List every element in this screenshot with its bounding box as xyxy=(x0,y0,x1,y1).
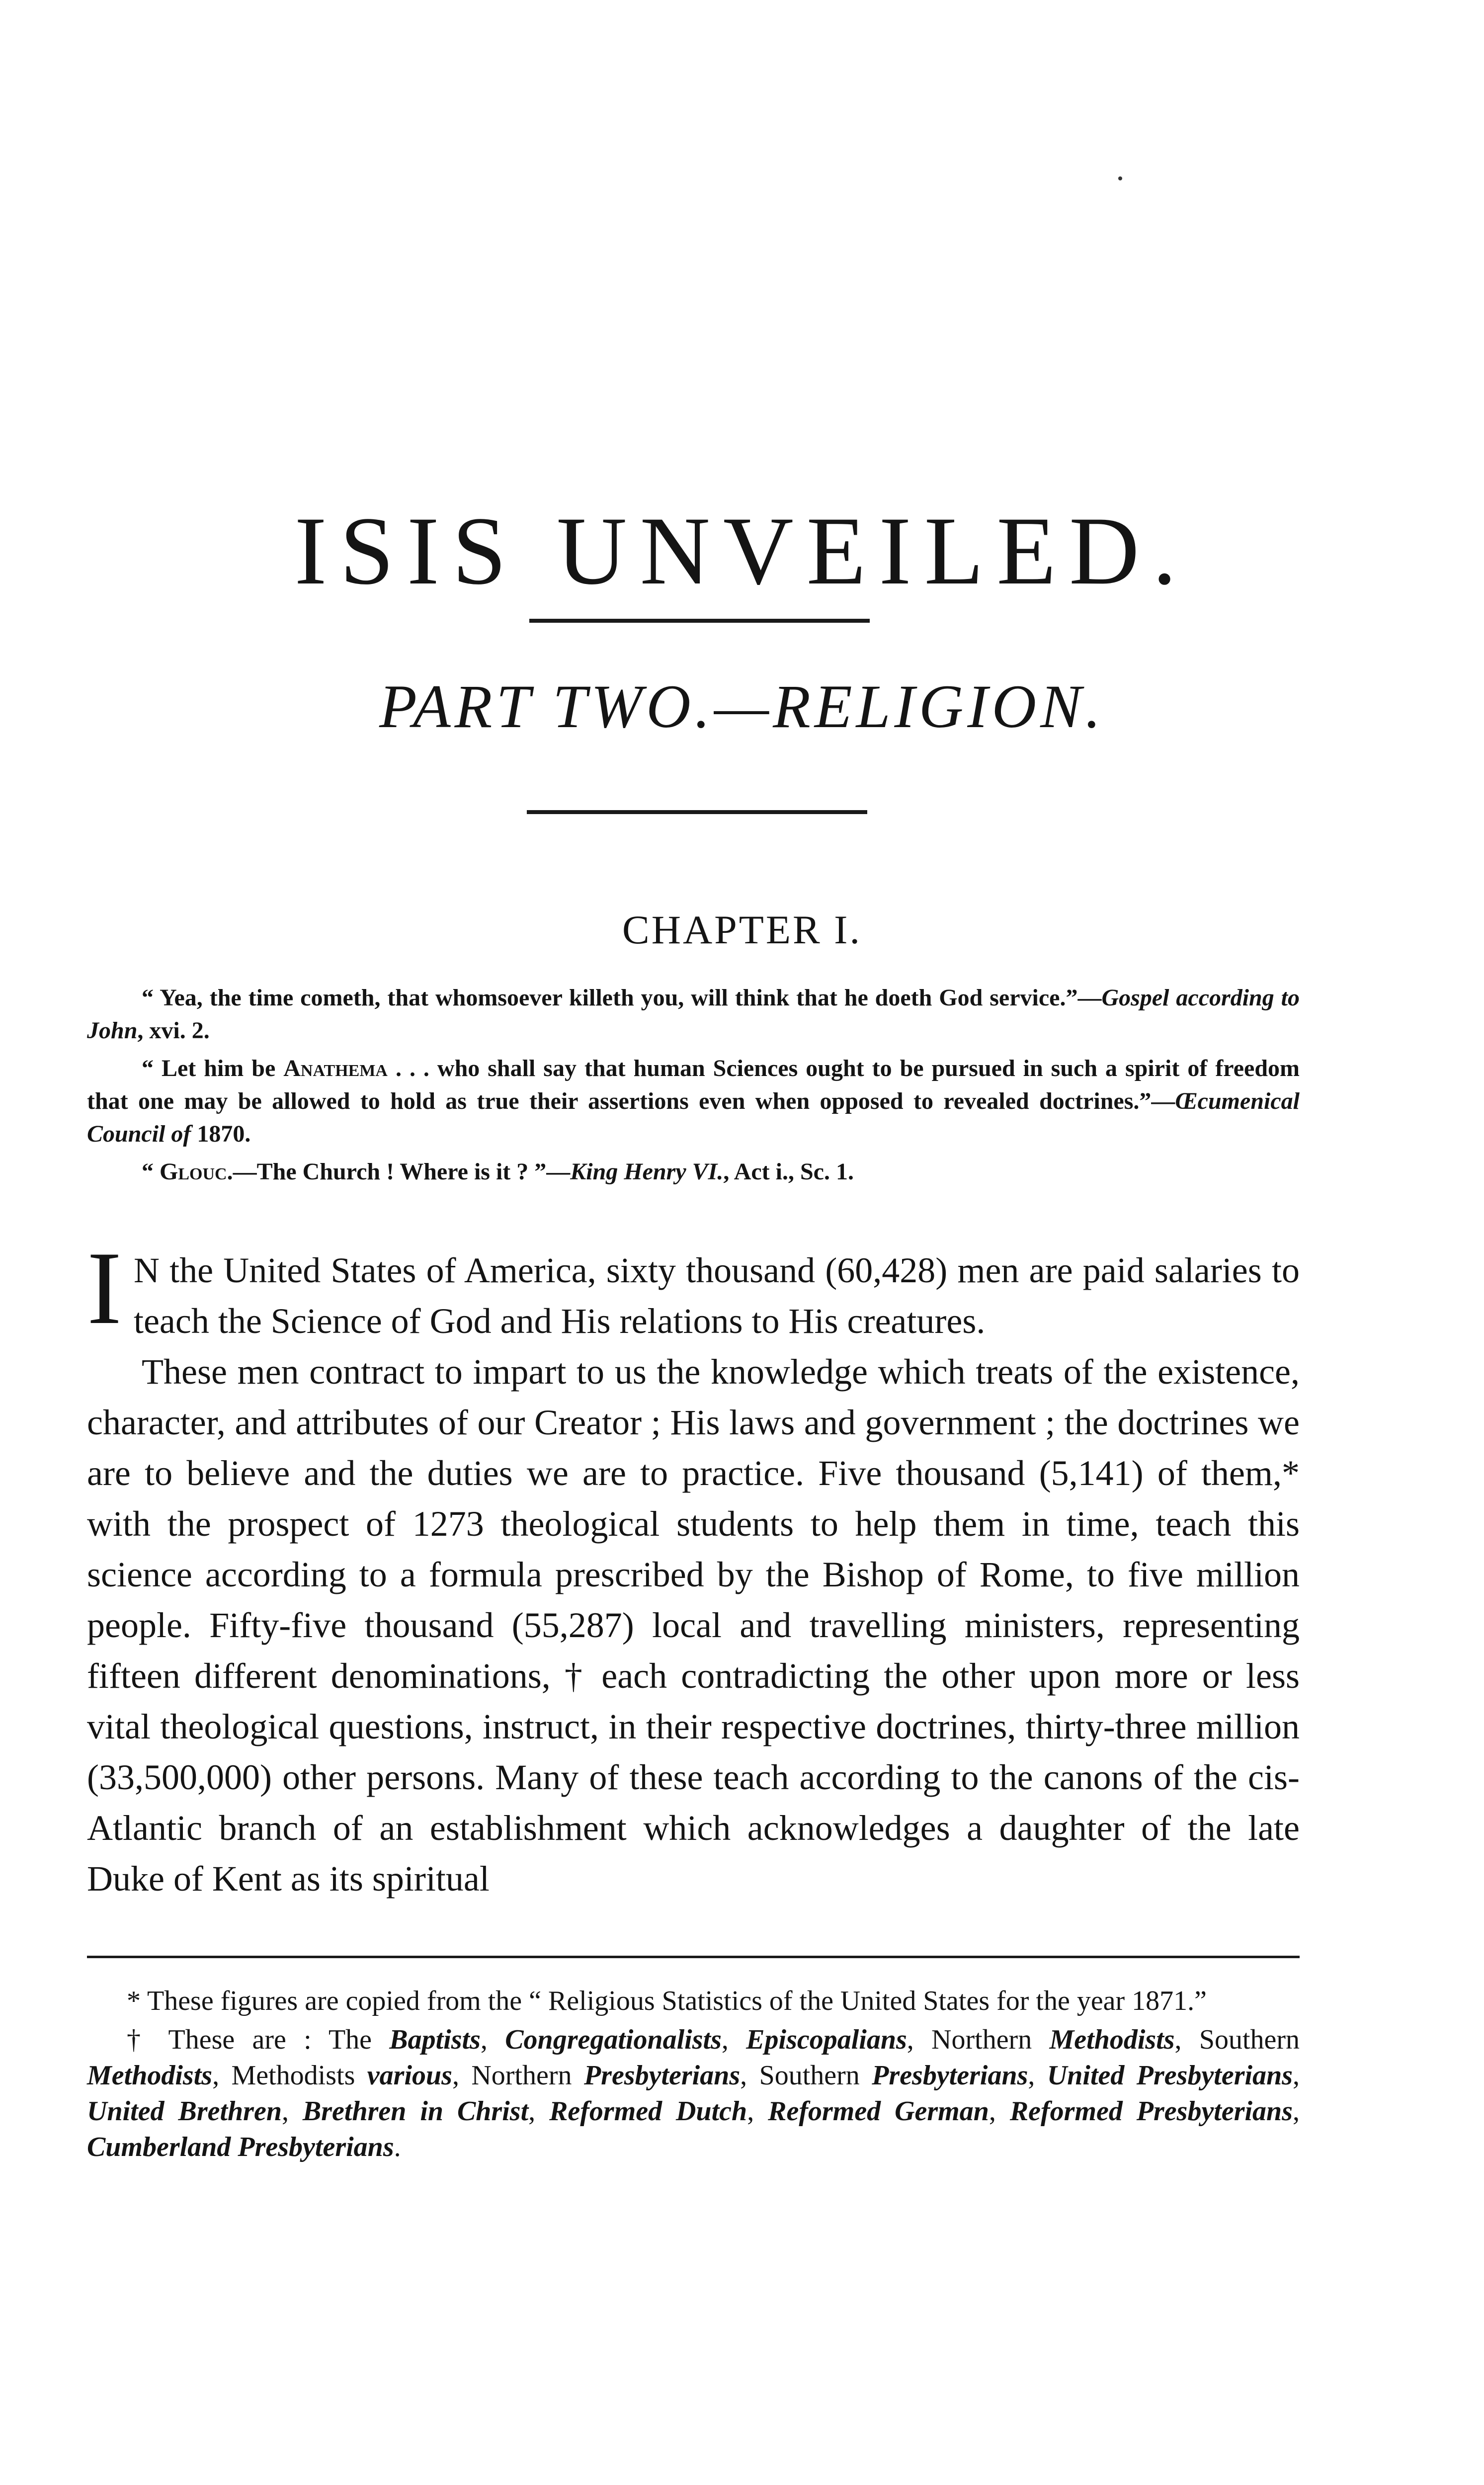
title-rule-bottom xyxy=(527,810,867,814)
epigraph-source: King Henry VI. xyxy=(570,1159,724,1185)
epigraph-reference: 1870. xyxy=(191,1121,251,1147)
chapter-heading: CHAPTER I. xyxy=(622,907,862,952)
footnote-rule xyxy=(87,1956,1300,1958)
denomination-name: Brethren in Christ xyxy=(302,2096,529,2127)
separator-text: , Southern xyxy=(1174,2024,1300,2055)
epigraph-source: Œcumenical Council of xyxy=(87,1088,1300,1147)
denomination-name: Episcopalians xyxy=(746,2024,907,2055)
footnotes xyxy=(87,1983,1300,2168)
footnote-lead: † These are : The xyxy=(127,2024,390,2055)
separator-text: , Northern xyxy=(452,2060,584,2091)
epigraphs xyxy=(87,982,1300,1193)
separator-text: , xyxy=(480,2024,505,2055)
epigraph-henry-vi xyxy=(87,1156,1300,1188)
epigraph-text: . . . who shall say that human Sciences ought to be pursued in such a spirit of freedom that one may be allowed to hold as true their assertions even when opposed to revealed doctrines.”— xyxy=(87,1055,1300,1114)
separator-text: , xyxy=(281,2096,303,2127)
footnote-2 xyxy=(87,2022,1300,2165)
separator-text: , xyxy=(747,2096,768,2127)
separator-text: , xyxy=(528,2096,550,2127)
separator-text: , Southern xyxy=(740,2060,872,2091)
epigraph-speaker: “ Glouc. xyxy=(142,1159,233,1185)
separator-text: , xyxy=(1293,2096,1300,2127)
separator-text: , Methodists xyxy=(212,2060,367,2091)
denomination-name: Methodists xyxy=(1049,2024,1175,2055)
epigraph-source: Gospel according to John xyxy=(87,985,1300,1044)
paragraph-2: These men contract to impart to us the knowledge which treats of the existence, character, and attributes of our Creator ; His laws and government ; the doctrines we are to believe and the duties we are to practice. Five thousand (5,141) of them,* with the prospect of 1273 theological students to help them in time, teach this science according to a formula prescribed by the Bishop of Rome, to five million people. Fifty-five thousand (55,287) local and travelling ministers, representing fifteen different denominations, † each contradicting the other upon more or less vital theological questions, instruct, in their respective doctrines, thirty-three million (33,500,000) other persons. Many of these teach according to the canons of the cis-Atlantic branch of an establishment which acknowledges a daughter of the late Duke of Kent as its spiritual xyxy=(87,1352,1300,1899)
epigraph-anathema: Anathema xyxy=(283,1055,388,1081)
denomination-name: Congregationalists xyxy=(505,2024,722,2055)
denomination-name: Reformed Presbyterians xyxy=(1009,2096,1293,2127)
denomination-name: various xyxy=(367,2060,452,2091)
epigraph-text: “ Yea, the time cometh, that whomsoever killeth you, will think that he doeth God service.”— xyxy=(142,985,1102,1011)
part-heading: PART TWO.—RELIGION. xyxy=(379,672,1105,741)
denomination-name: Reformed German xyxy=(768,2096,989,2127)
epigraph-reference: , Act i., Sc. 1. xyxy=(723,1159,854,1185)
drop-cap: I xyxy=(87,1231,122,1346)
separator-text: , xyxy=(989,2096,1010,2127)
footnote-1: * These figures are copied from the “ Religious Statistics of the United States for the year 1871.” xyxy=(127,1986,1207,2016)
denomination-name: Baptists xyxy=(389,2024,481,2055)
separator-text: , Northern xyxy=(907,2024,1050,2055)
title-rule-top xyxy=(529,619,870,623)
epigraph-reference: , xvi. 2. xyxy=(137,1017,210,1044)
paragraph-text: N the United States of America, sixty thousand (60,428) men are paid salaries to teach the Science of God and His relations to His creatures. xyxy=(133,1250,1300,1341)
denomination-name: United Presbyterians xyxy=(1047,2060,1293,2091)
epigraph-text: “ Let him be xyxy=(142,1055,284,1081)
epigraph-council xyxy=(87,1052,1300,1151)
denomination-name: Presbyterians xyxy=(583,2060,741,2091)
body-text xyxy=(87,1231,1300,1904)
epigraph-gospel xyxy=(87,982,1300,1047)
separator-text: . xyxy=(394,2132,401,2162)
book-title: ISIS UNVEILED. xyxy=(294,497,1190,605)
denomination-name: Cumberland Presbyterians xyxy=(87,2132,394,2162)
denomination-name: Reformed Dutch xyxy=(549,2096,747,2127)
epigraph-text: —The Church ! Where is it ? ”— xyxy=(233,1159,571,1185)
ink-speck xyxy=(1118,176,1122,180)
denomination-name: United Brethren xyxy=(87,2096,282,2127)
denomination-name: Methodists xyxy=(87,2060,213,2091)
separator-text: , xyxy=(721,2024,746,2055)
paragraph-1 xyxy=(87,1231,1300,1346)
separator-text: , xyxy=(1293,2060,1300,2091)
denomination-name: Presbyterians xyxy=(872,2060,1028,2091)
separator-text: , xyxy=(1028,2060,1047,2091)
